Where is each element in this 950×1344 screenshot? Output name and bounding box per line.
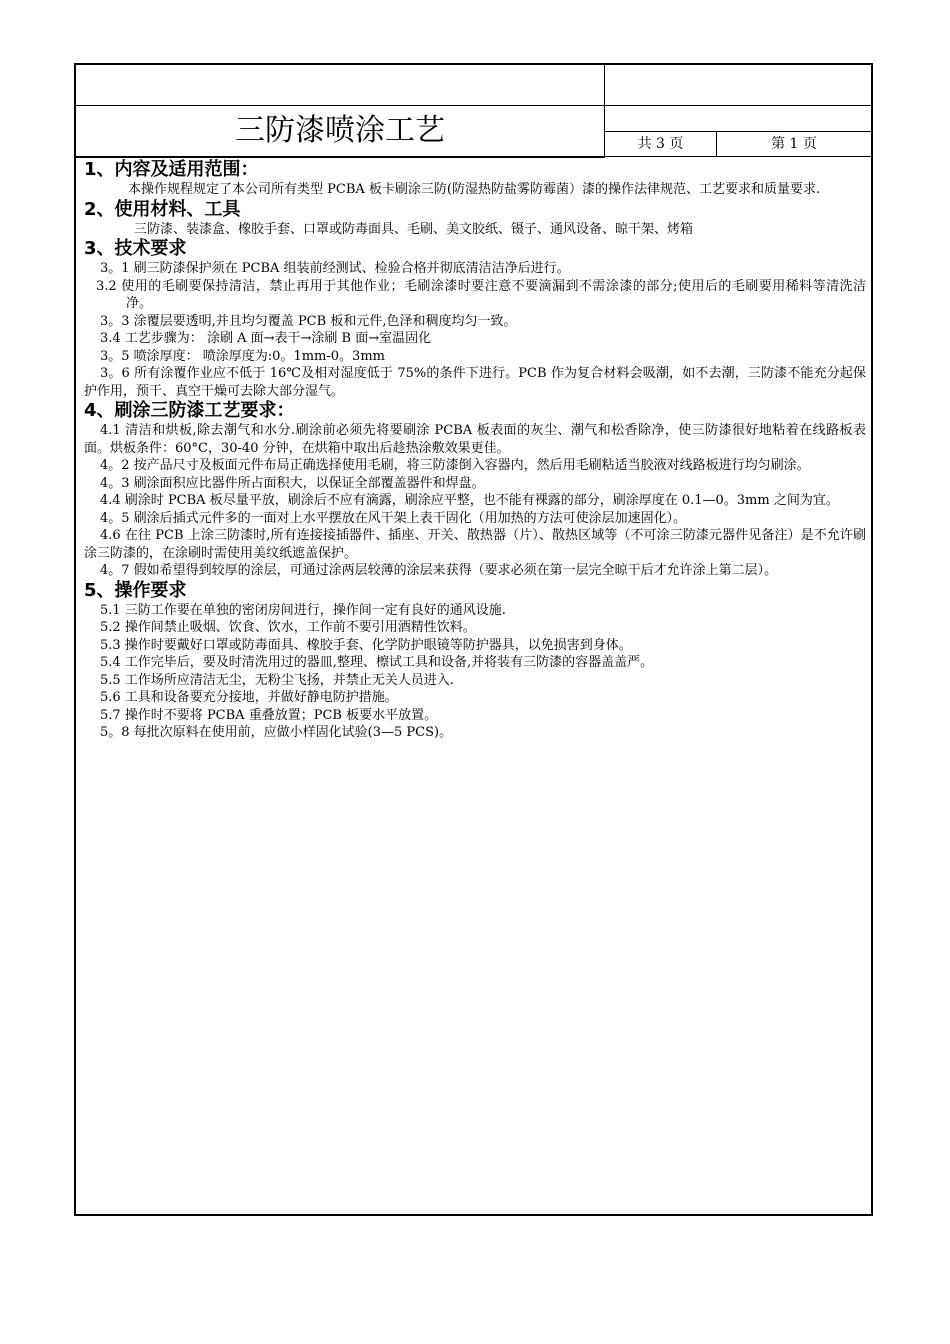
list-item: 5。8 每批次原料在使用前，应做小样固化试验(3—5 PCS)。 bbox=[100, 725, 453, 740]
list-item: 4.4 刷涂时 PCBA 板尽量平放，刷涂后不应有滴露，刷涂应平整，也不能有裸露的部分，刷涂厚度在 0.1—0。3mm 之间为宜。 bbox=[100, 493, 839, 508]
list-item: 5.6 工具和设备要充分接地，并做好静电防护措施。 bbox=[100, 690, 398, 705]
section-text: 本操作规程规定了本公司所有类型 PCBA 板卡刷涂三防(防湿热防盐雾防霉菌）漆的操作法律规范、工艺要求和质量要求. bbox=[128, 182, 821, 197]
list-item: 5.1 三防工作要在单独的密闭房间进行，操作间一定有良好的通风设施. bbox=[100, 602, 506, 618]
document-body bbox=[84, 159, 866, 742]
section-heading: 3、技术要求 bbox=[84, 238, 187, 259]
section-heading: 2、使用材料、工具 bbox=[84, 198, 241, 220]
list-item: 3。3 涂覆层要透明,并且均匀覆盖 PCB 板和元件,色泽和稠度均匀一致。 bbox=[100, 313, 517, 329]
list-item: 3。1 刷三防漆保护须在 PCBA 组装前经测试、检验合格并彻底清洁洁净后进行。 bbox=[100, 261, 570, 276]
list-item: 5.3 操作时要戴好口罩或防毒面具、橡胶手套、化学防护眼镜等防护器具，以免损害到身体。 bbox=[100, 637, 632, 653]
document-frame bbox=[74, 63, 873, 1216]
list-item: 3.4 工艺步骤为： 涂刷 A 面→表干→涂刷 B 面→室温固化 bbox=[100, 331, 432, 346]
list-item: 4。3 刷涂面积应比器件所占面积大，以保证全部覆盖器件和焊盘。 bbox=[100, 475, 485, 491]
page-current: 第 1 页 bbox=[771, 136, 817, 152]
list-item: 4.1 清洁和烘板,除去潮气和水分.刷涂前必须先将要刷涂 PCBA 板表面的灰尘、潮气和松香除净，使三防漆很好地粘着在线路板表面。烘板条件：60°C，30-40 分钟，在烘箱中取出后趁热涂敷效果更佳。 bbox=[84, 423, 866, 456]
list-item: 4。2 按产品尺寸及板面元件布局正确选择使用毛刷，将三防漆倒入容器内，然后用毛刷粘适当胶液对线路板进行均匀刷涂。 bbox=[100, 458, 810, 473]
list-item: 5.4 工作完毕后，要及时清洗用过的器皿,整理、檫试工具和设备,并将装有三防漆的容器盖盖严。 bbox=[100, 655, 654, 670]
list-item: 3。6 所有涂覆作业应不低于 16℃及相对湿度低于 75%的条件下进行。PCB 作为复合材料会吸潮，如不去潮，三防漆不能充分起保护作用，预干、真空干燥可去除大部分湿气。 bbox=[84, 366, 866, 399]
section-heading: 4、刷涂三防漆工艺要求： bbox=[84, 400, 295, 421]
list-item: 5.5 工作场所应清洁无尘，无粉尘飞扬，并禁止无关人员进入. bbox=[100, 672, 454, 688]
list-item: 4。7 假如希望得到较厚的涂层，可通过涂两层较薄的涂层来获得（要求必须在第一层完全晾干后才允许涂上第二层）。 bbox=[100, 563, 778, 578]
list-item: 3。5 喷涂厚度： 喷涂厚度为:0。1mm-0。3mm bbox=[100, 348, 385, 364]
section-heading: 1、内容及适用范围： bbox=[84, 159, 259, 180]
header-title-underline bbox=[76, 156, 605, 158]
list-item: 5.7 操作时不要将 PCBA 重叠放置；PCB 板要水平放置。 bbox=[100, 707, 438, 723]
list-item: 4.6 在往 PCB 上涂三防漆时,所有连接接插器件、插座、开关、散热器（片）、散热区域等（不可涂三防漆元器件见备注）是不允许刷涂三防漆的，在涂刷时需使用美纹纸遮盖保护。 bbox=[84, 528, 866, 561]
list-item: 4。5 刷涂后插式元件多的一面对上水平摆放在风干架上表干固化（用加热的方法可使涂层加速固化）。 bbox=[100, 510, 687, 526]
section-heading: 5、操作要求 bbox=[84, 579, 187, 601]
page-total: 共 3 页 bbox=[637, 136, 684, 152]
header-divider bbox=[76, 105, 871, 106]
list-item: 5.2 操作间禁止吸烟、饮食、饮水，工作前不要引用酒精性饮料。 bbox=[100, 620, 476, 635]
list-item: 3.2 使用的毛刷要保持清洁，禁止再用于其他作业；毛刷涂漆时要注意不要滴漏到不需涂漆的部分;使用后的毛刷要用稀料等清洗洁净。 bbox=[96, 278, 866, 311]
section-text: 三防漆、装漆盒、橡胶手套、口罩或防毒面具、毛刷、美文胶纸、镊子、通风设备、晾干架、烤箱 bbox=[134, 221, 694, 237]
document-title: 三防漆喷涂工艺 bbox=[235, 113, 445, 148]
header-right-bottom-line bbox=[604, 156, 871, 157]
